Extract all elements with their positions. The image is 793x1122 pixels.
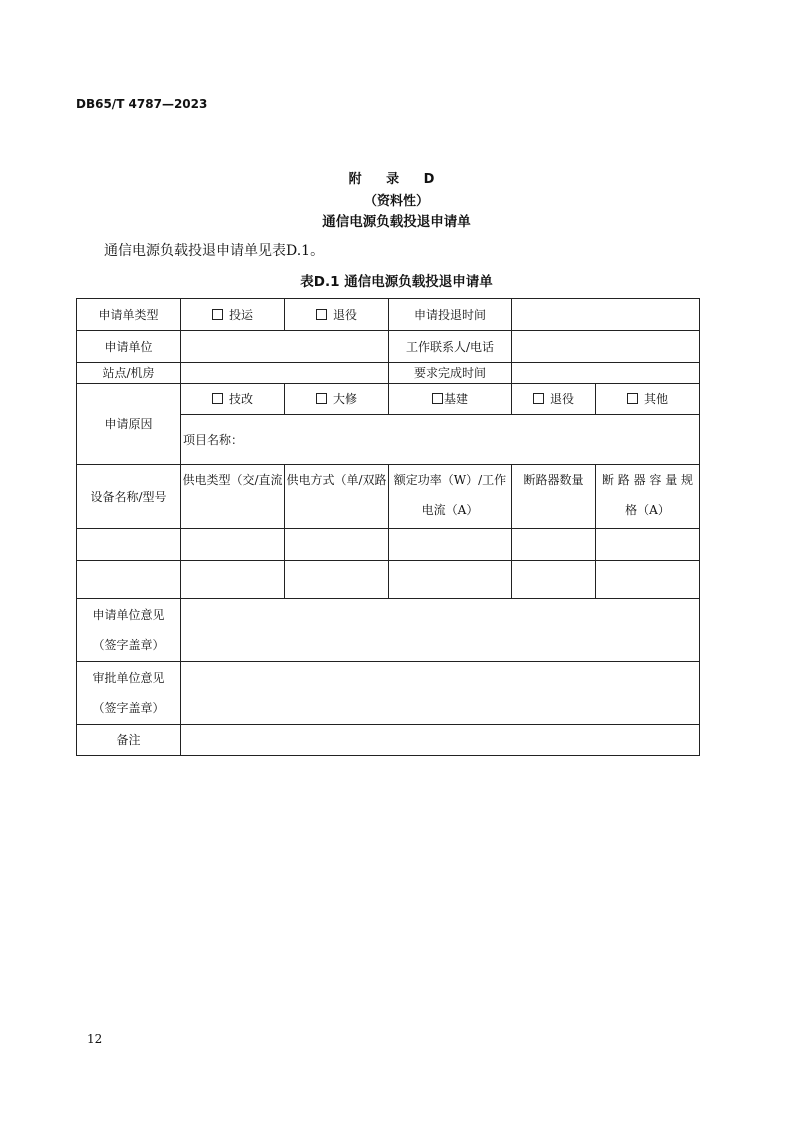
cell[interactable] <box>596 561 700 599</box>
equipment-label: 设备名称/型号 <box>77 465 181 529</box>
table-row <box>77 561 700 599</box>
col-breaker-count: 断路器数量 <box>512 465 596 529</box>
checkbox-icon[interactable] <box>316 393 327 404</box>
appendix-heading: 附 录 D <box>348 172 445 187</box>
col-breaker-spec: 断 路 器 容 量 规 格（A） <box>596 465 700 529</box>
contact-value[interactable] <box>512 331 700 363</box>
contact-label: 工作联系人/电话 <box>389 331 512 363</box>
type-option-retire[interactable]: 退役 <box>285 299 389 331</box>
cell[interactable] <box>181 529 285 561</box>
checkbox-icon[interactable] <box>432 393 443 404</box>
reason-option-construction[interactable]: 基建 <box>389 384 512 415</box>
reason-option-overhaul[interactable]: 大修 <box>285 384 389 415</box>
intro-text: 通信电源负载投退申请单见表D.1。 <box>104 243 325 259</box>
deadline-label: 要求完成时间 <box>389 363 512 384</box>
appendix-title: 通信电源负载投退申请单 <box>322 214 471 230</box>
checkbox-icon[interactable] <box>212 309 223 320</box>
cell[interactable] <box>285 529 389 561</box>
cell[interactable] <box>181 561 285 599</box>
remarks-field[interactable] <box>181 725 700 756</box>
doc-code: DB65/T 4787—2023 <box>76 97 208 111</box>
page-number: 12 <box>87 1032 103 1046</box>
approver-opinion-label: 审批单位意见 （签字盖章） <box>77 662 181 725</box>
cell[interactable] <box>596 529 700 561</box>
checkbox-icon[interactable] <box>627 393 638 404</box>
type-option-commission[interactable]: 投运 <box>181 299 285 331</box>
type-label: 申请单类型 <box>77 299 181 331</box>
reason-label: 申请原因 <box>77 384 181 465</box>
checkbox-icon[interactable] <box>316 309 327 320</box>
approver-opinion-field[interactable] <box>181 662 700 725</box>
table-caption: 表D.1 通信电源负载投退申请单 <box>300 274 493 290</box>
cell[interactable] <box>512 561 596 599</box>
checkbox-icon[interactable] <box>533 393 544 404</box>
reason-option-retire[interactable]: 退役 <box>512 384 596 415</box>
cell[interactable] <box>389 529 512 561</box>
col-supply-type: 供电类型（交/直流 <box>181 465 285 529</box>
table-row <box>77 529 700 561</box>
reason-option-other[interactable]: 其他 <box>596 384 700 415</box>
site-label: 站点/机房 <box>77 363 181 384</box>
site-value[interactable] <box>181 363 389 384</box>
cell[interactable] <box>285 561 389 599</box>
project-name-field[interactable]: 项目名称： <box>181 415 700 465</box>
deadline-value[interactable] <box>512 363 700 384</box>
cell[interactable] <box>77 529 181 561</box>
reason-option-renovation[interactable]: 技改 <box>181 384 285 415</box>
applicant-opinion-label: 申请单位意见 （签字盖章） <box>77 599 181 662</box>
unit-label: 申请单位 <box>77 331 181 363</box>
applicant-opinion-field[interactable] <box>181 599 700 662</box>
appendix-nature: （资料性） <box>363 194 429 209</box>
application-form-table <box>76 298 700 756</box>
time-label: 申请投退时间 <box>389 299 512 331</box>
col-rated-power: 额定功率（W）/工作电流（A） <box>389 465 512 529</box>
cell[interactable] <box>77 561 181 599</box>
checkbox-icon[interactable] <box>212 393 223 404</box>
unit-value[interactable] <box>181 331 389 363</box>
col-supply-mode: 供电方式（单/双路 <box>285 465 389 529</box>
remarks-label: 备注 <box>77 725 181 756</box>
time-value[interactable] <box>512 299 700 331</box>
cell[interactable] <box>389 561 512 599</box>
cell[interactable] <box>512 529 596 561</box>
